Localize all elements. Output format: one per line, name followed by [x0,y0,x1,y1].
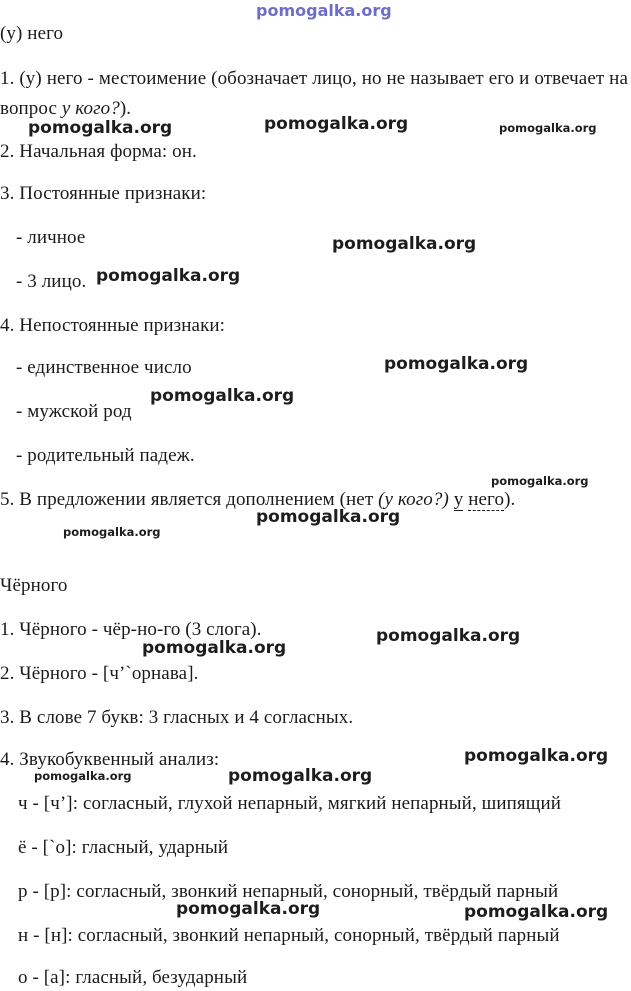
section1-item1-text: 1. (у) него - местоимение (обозначает лицо, но не называет его и отвечает на вопрос [0,68,628,119]
watermark-text: pomogalka.org [384,354,529,374]
watermark-text: pomogalka.org [256,507,401,527]
section1-item4: 4. Непостоянные признаки: [0,315,226,336]
watermark-text: pomogalka.org [256,1,392,20]
section2-item1: 1. Чёрного - чёр-но-го (3 слога). [0,619,262,640]
sound-row: о - [а]: гласный, безударный [18,967,248,988]
watermark-text: pomogalka.org [499,121,597,135]
section1-item1-end: ). [119,98,132,119]
watermark-text: pomogalka.org [228,766,373,786]
section1-item3-a: - личное [16,227,86,248]
section2-item4: 4. Звукобуквенный анализ: [0,749,220,770]
watermark-text: pomogalka.org [176,899,321,919]
watermark-text: pomogalka.org [28,118,173,138]
section1-item4-b: - мужской род [16,401,132,422]
section2-item2: 2. Чёрного - [ч’`орнава]. [0,663,199,684]
section1-item5-word: него [468,489,505,510]
watermark-text: pomogalka.org [96,266,241,286]
section1-item2: 2. Начальная форма: он. [0,141,197,162]
watermark-text: pomogalka.org [34,769,132,783]
watermark-text: pomogalka.org [332,234,477,254]
sound-row: н - [н]: согласный, звонкий непарный, сонорный, твёрдый парный [18,925,560,946]
watermark-text: pomogalka.org [264,114,409,134]
watermark-text: pomogalka.org [150,386,295,406]
watermark-text: pomogalka.org [376,626,521,646]
watermark-text: pomogalka.org [142,638,287,658]
section1-item1-question: у кого? [61,98,120,119]
watermark-text: pomogalka.org [63,525,161,539]
section2-item3: 3. В слове 7 букв: 3 гласных и 4 согласных. [0,707,354,728]
watermark-text: pomogalka.org [464,746,609,766]
section1-item3-b: - 3 лицо. [16,271,87,292]
section1-item5-question: (у кого?) [378,489,449,510]
section1-item5-u: у [453,489,464,510]
section1-item3: 3. Постоянные признаки: [0,183,207,204]
section1-item4-c: - родительный падеж. [16,445,195,466]
sound-row: р - [р]: согласный, звонкий непарный, сонорный, твёрдый парный [18,881,559,902]
section1-item5-end: ). [504,489,516,510]
watermark-text: pomogalka.org [491,474,589,488]
watermark-text: pomogalka.org [464,902,609,922]
sound-row: ё - [`о]: гласный, ударный [18,837,229,858]
section1-item4-a: - единственное число [16,357,192,378]
sound-row: ч - [ч’]: согласный, глухой непарный, мягкий непарный, шипящий [18,793,562,814]
section1-item5-text: 5. В предложении является дополнением (нет [0,489,379,510]
section2-title: Чёрного [0,575,68,596]
section1-title: (у) него [0,23,64,44]
